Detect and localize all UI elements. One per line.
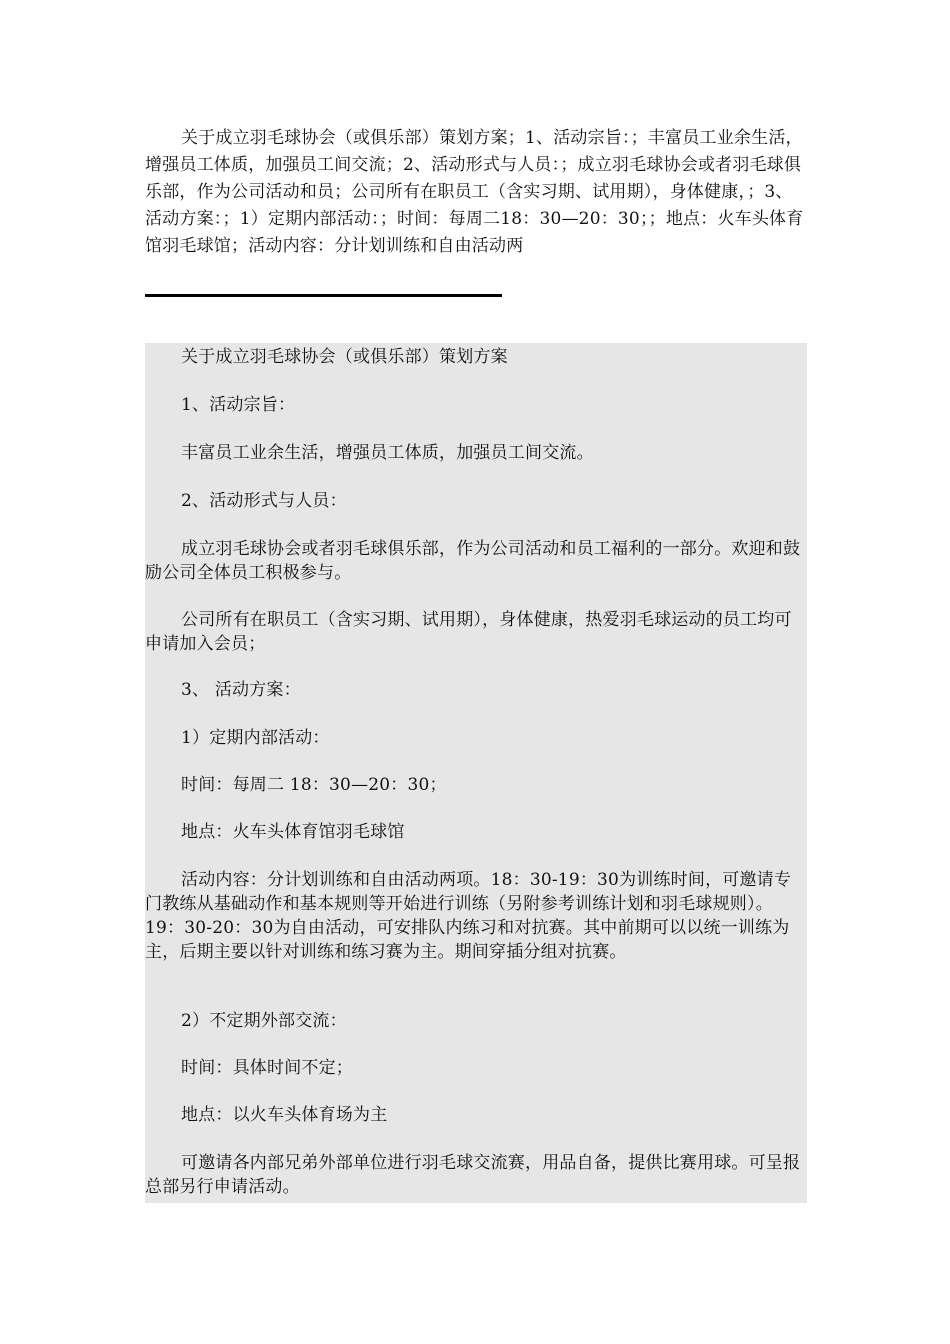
document-title: 关于成立羽毛球协会（或俱乐部）策划方案 <box>181 347 508 367</box>
section-3-sub-1-heading: 1）定期内部活动： <box>181 728 330 748</box>
section-3-sub-2-heading: 2）不定期外部交流： <box>181 1011 347 1031</box>
section-3-place-2: 地点：以火车头体育场为主 <box>181 1105 388 1125</box>
section-3-content-2: 可邀请各内部兄弟外部单位进行羽毛球交流赛，用品自备，提供比赛用球。可呈报总部另行申请活动。 <box>145 1153 801 1197</box>
section-3-time-1: 时间：每周二 18：30—20：30； <box>181 775 447 795</box>
section-3-time-2: 时间：具体时间不定； <box>181 1058 353 1078</box>
section-1-body: 丰富员工业余生活，增强员工体质，加强员工间交流。 <box>181 443 594 463</box>
divider-rule <box>145 294 502 297</box>
summary-paragraph: 关于成立羽毛球协会（或俱乐部）策划方案；1、活动宗旨：；丰富员工业余生活，增强员工体质，加强员工间交流；2、活动形式与人员：；成立羽毛球协会或者羽毛球俱乐部，作为公司活动和员；公司所有在职员工（含实习期、试用期），身体健康，；3、活动方案：；1）定期内部活动：；时间：每周二18：30—20：30；；地点：火车头体育馆羽毛球馆；活动内容：分计划训练和自由活动两 <box>145 128 804 256</box>
section-3-place-1: 地点：火车头体育馆羽毛球馆 <box>181 822 405 842</box>
section-2-body-1: 成立羽毛球协会或者羽毛球俱乐部，作为公司活动和员工福利的一部分。欢迎和鼓励公司全体员工积极参与。 <box>145 539 801 583</box>
section-3-content-1: 活动内容：分计划训练和自由活动两项。18：30-19：30为训练时间，可邀请专门教练从基础动作和基本规则等开始进行训练（另附参考训练计划和羽毛球规则）。19：30-20：30为自由活动，可安排队内练习和对抗赛。其中前期可以以统一训练为主，后期主要以针对训练和练习赛为主。期间穿插分组对抗赛。 <box>145 870 792 962</box>
section-1-heading: 1、活动宗旨： <box>181 395 296 415</box>
section-2-body-2: 公司所有在职员工（含实习期、试用期），身体健康，热爱羽毛球运动的员工均可申请加入会员； <box>145 610 792 654</box>
content-section <box>145 343 807 1203</box>
section-2-heading: 2、活动形式与人员： <box>181 491 347 511</box>
section-3-heading: 3、 活动方案： <box>181 680 301 700</box>
